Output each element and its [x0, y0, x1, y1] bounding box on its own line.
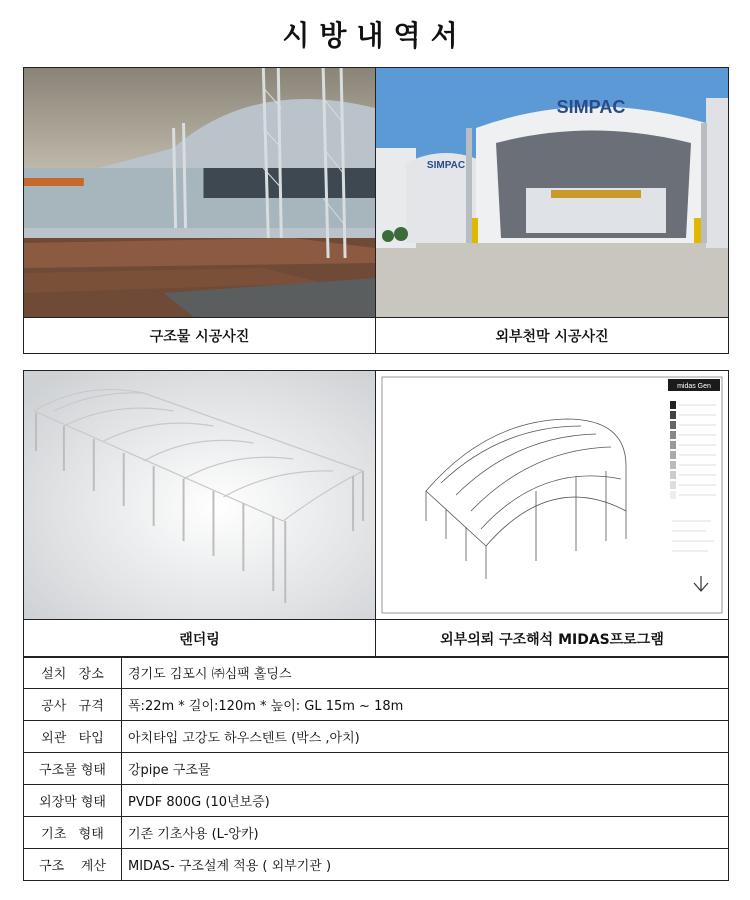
rendering-analysis-table — [23, 370, 729, 658]
table-row — [24, 656, 728, 688]
spec-value-calculation: MIDAS- 구조설계 적용 ( 외부기관 ) — [128, 859, 332, 874]
table-row — [24, 752, 728, 784]
spec-label-exterior-type: 외관 타입 — [24, 721, 122, 752]
rendering-caption: 랜더링 — [24, 619, 376, 657]
midas-caption: 외부의뢰 구조해석 MIDAS프로그램 — [376, 619, 728, 657]
spec-value-foundation: 기존 기초사용 (L-앙카) — [128, 827, 259, 842]
spec-value-location: 경기도 김포시 ㈜심팩 홀딩스 — [128, 667, 292, 682]
table-row — [24, 848, 728, 880]
structure-photo-caption: 구조물 시공사진 — [24, 317, 376, 353]
structure-construction-photo — [24, 68, 376, 317]
spec-value-size: 폭:22m * 길이:120m * 높이: GL 15m ~ 18m — [128, 699, 404, 714]
spec-label-structure-form: 구조물 형태 — [24, 753, 122, 784]
construction-photos-table — [23, 67, 729, 354]
spec-value-exterior-type: 아치타입 고강도 하우스텐트 (박스 ,아치) — [128, 731, 360, 746]
simpac-sign-large: SIMPAC — [556, 97, 626, 117]
midas-analysis-image — [376, 371, 728, 619]
spec-value-membrane-form: PVDF 800G (10년보증) — [128, 795, 270, 810]
spec-label-foundation: 기초 형태 — [24, 817, 122, 848]
spec-label-membrane-form: 외장막 형태 — [24, 785, 122, 816]
rendering-image — [24, 371, 376, 619]
midas-header-label: midas Gen — [677, 383, 711, 390]
spec-label-calculation: 구조 계산 — [24, 849, 122, 880]
spec-label-location: 설치 장소 — [24, 657, 122, 688]
document-title: 시방내역서 — [282, 19, 468, 52]
table-row — [24, 784, 728, 816]
membrane-photo-caption: 외부천막 시공사진 — [376, 317, 728, 353]
simpac-sign-small: SIMPAC — [426, 160, 466, 171]
table-row — [24, 688, 728, 720]
spec-value-structure-form: 강pipe 구조물 — [128, 763, 211, 778]
spec-label-size: 공사 규격 — [24, 689, 122, 720]
outer-membrane-construction-photo — [376, 68, 728, 317]
specification-table — [23, 656, 729, 881]
table-row — [24, 816, 728, 848]
table-row — [24, 720, 728, 752]
